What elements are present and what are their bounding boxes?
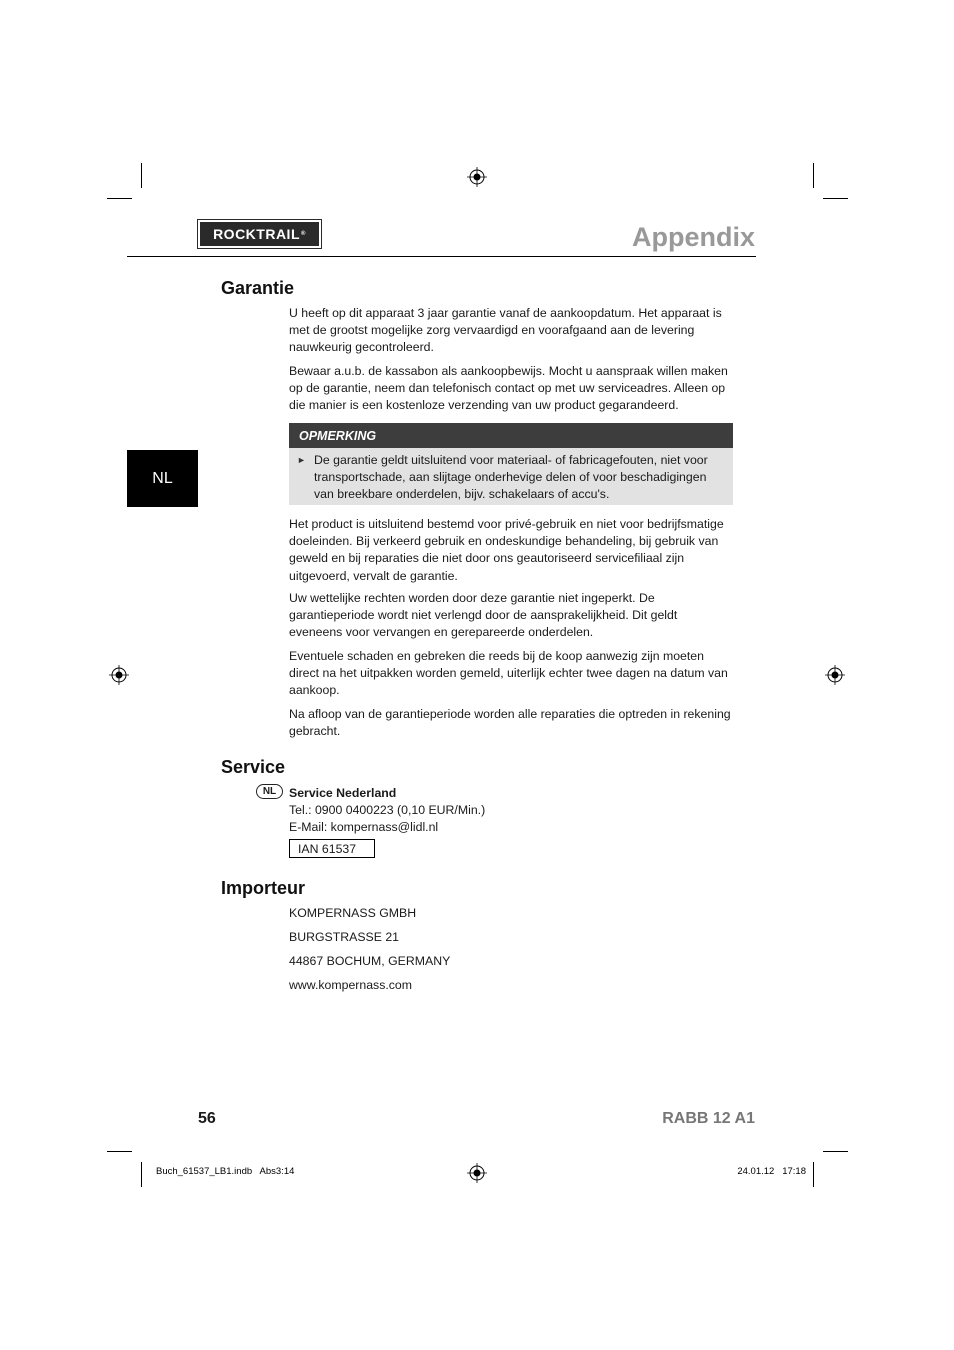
garantie-paragraph-4: Uw wettelijke rechten worden door deze garantie niet ingeperkt. De garantieperiode wordt niet verlengd door de aansprakelijkheid. Dit geldt eveneens voor vervangen en gerepareerde onderdelen. <box>289 591 678 640</box>
garantie-paragraph-1: U heeft op dit apparaat 3 jaar garantie vanaf de aankoopdatum. Het apparaat is met de grootst mogelijke zorg vervaardigd en voorafgaand aan de levering nauwkeurig gecontroleerd. <box>289 306 722 355</box>
ian-box: IAN 61537 <box>289 839 375 858</box>
importeur-heading: Importeur <box>221 878 306 898</box>
registration-mark-icon <box>467 167 487 187</box>
language-tab: NL <box>127 450 198 507</box>
registration-mark-icon <box>825 665 845 685</box>
file-slug: Buch_61537_LB1.indb Abs3:14 <box>156 1166 295 1177</box>
crop-mark-bottom-left-h <box>107 1151 132 1152</box>
crop-mark-top-right-h <box>823 198 848 199</box>
brand-name: ROCKTRAIL <box>213 226 300 242</box>
importeur-website[interactable]: www.kompernass.com <box>289 978 413 992</box>
garantie-paragraph-6: Na afloop van de garantieperiode worden alle reparaties die optreden in rekening gebracht. <box>289 707 731 739</box>
garantie-paragraph-5: Eventuele schaden en gebreken die reeds bij de koop aanwezig zijn moeten direct na het uitpakken worden gemeld, uiterlijk echter twee dagen na datum van aankoop. <box>289 649 728 698</box>
crop-mark-bottom-right <box>813 1162 814 1187</box>
page-number: 56 <box>198 1110 216 1127</box>
garantie-paragraph-3: Het product is uitsluitend bestemd voor privé-gebruik en niet voor bedrijfsmatige doeleinden. Bij verkeerd gebruik en ondeskundige behandeling, bij gebruik van geweld en bij reparaties die niet door ons geautoriseerd servicefiliaal zijn uitgevoerd, vervalt de garantie. <box>289 517 724 583</box>
page-title: Appendix <box>631 222 755 252</box>
registration-mark-icon <box>467 1163 487 1183</box>
note-title: OPMERKING <box>299 428 377 443</box>
note-text: De garantie geldt uitsluitend voor materiaal- of fabricagefouten, niet voor transportschade, aan slijtage onderhevige delen of voor beschadigingen van breekbare onderdelen, bijv. schakelaars of accu's. <box>314 453 708 501</box>
crop-mark-bottom-right-h <box>823 1151 848 1152</box>
header-rule <box>127 256 756 257</box>
bullet-arrow-icon: ► <box>297 455 306 465</box>
crop-mark-top-left-h <box>107 198 132 199</box>
country-badge: NL <box>256 784 283 799</box>
garantie-paragraph-2: Bewaar a.u.b. de kassabon als aankoopbewijs. Mocht u aanspraak willen maken op de garantie, neem dan telefonisch contact op met uw serviceadres. Alleen op die manier is een kostenloze verzending van uw product gegarandeerd. <box>289 364 728 413</box>
registration-mark-icon <box>109 665 129 685</box>
crop-mark-bottom-left <box>141 1162 142 1187</box>
importeur-company: KOMPERNASS GMBH <box>289 906 417 920</box>
note-body <box>289 448 733 505</box>
service-phone: Tel.: 0900 0400223 (0,10 EUR/Min.) <box>289 803 486 817</box>
service-name: Service Nederland <box>289 786 397 800</box>
date-slug: 24.01.12 17:18 <box>737 1166 806 1177</box>
importeur-city: 44867 BOCHUM, GERMANY <box>289 954 451 968</box>
importeur-street: BURGSTRASSE 21 <box>289 930 400 944</box>
note-header <box>289 423 733 448</box>
crop-mark-top-right <box>813 163 814 188</box>
brand-mark: ® <box>301 231 306 237</box>
crop-mark-top-left <box>141 163 142 188</box>
model-number: RABB 12 A1 <box>662 1110 755 1127</box>
service-email: E-Mail: kompernass@lidl.nl <box>289 820 439 834</box>
garantie-heading: Garantie <box>221 278 295 298</box>
service-heading: Service <box>221 757 286 777</box>
brand-logo <box>198 220 321 248</box>
